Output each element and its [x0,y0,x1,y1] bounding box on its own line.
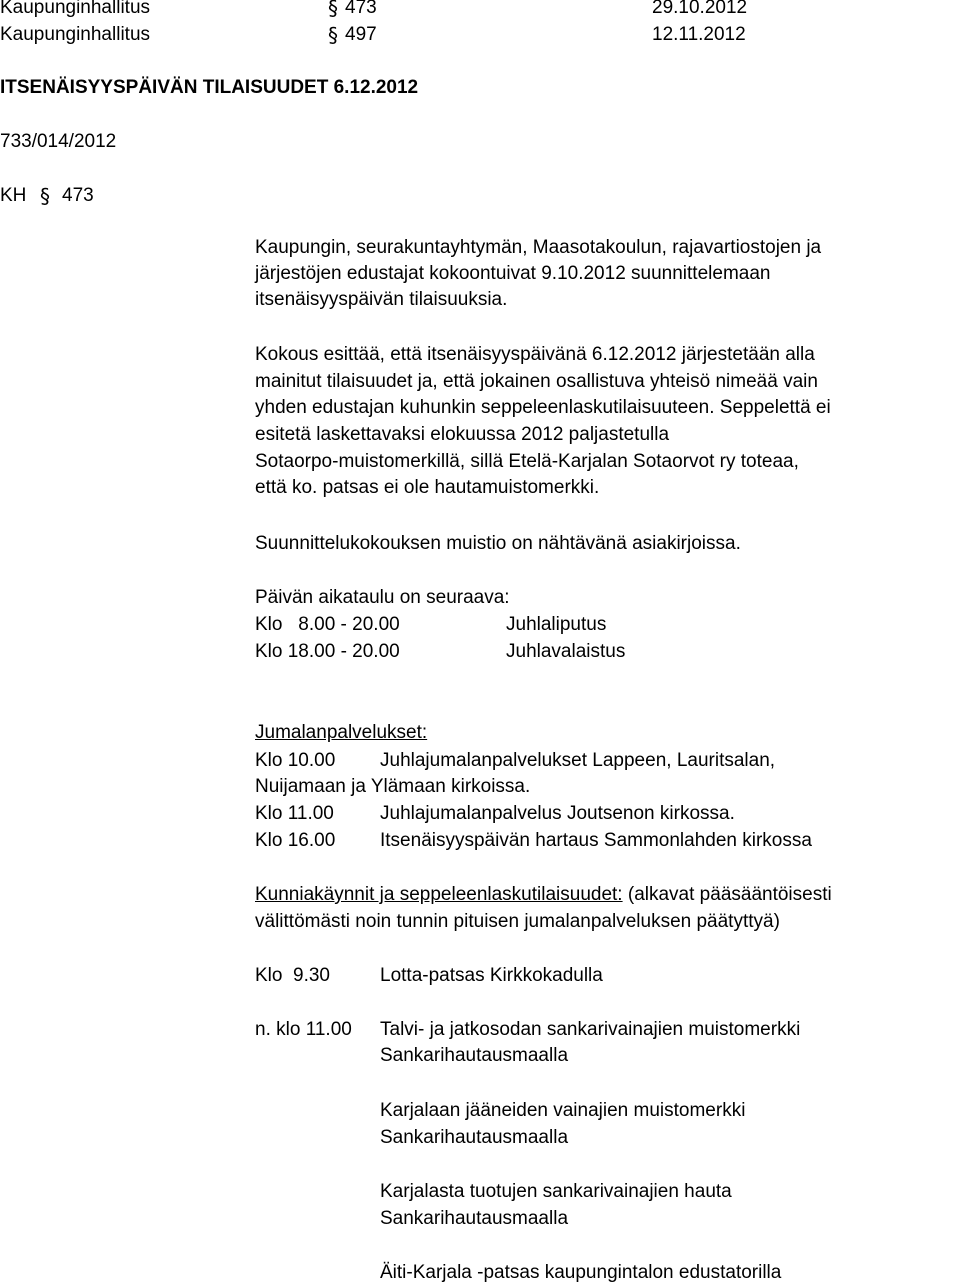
visit-place-4-line-2: Sankarihautausmaalla [380,1208,569,1229]
service-text-1: Juhlajumalanpalvelukset Lappeen, Lauritsalan, [380,750,776,771]
section-mark-1: § [328,0,338,20]
visit-place-4: Karjalasta tuotujen sankarivainajien hauta [380,1181,732,1202]
para2-line-6: että ko. patsas ei ole hautamuistomerkki. [255,477,600,498]
kh-section-mark: § [40,184,50,208]
para2-line-3: yhden edustajan kuhunkin seppeleenlaskutilaisuuteen. Seppelettä ei [255,397,831,418]
schedule-heading: Päivän aikataulu on seuraava: [255,587,510,608]
service-time-3: Klo 16.00 [255,830,336,851]
visits-heading: Kunniakäynnit ja seppeleenlaskutilaisuudet: [255,884,623,905]
visit-place-3-line-2: Sankarihautausmaalla [380,1127,569,1148]
schedule-time-2: Klo 18.00 - 20.00 [255,641,400,662]
schedule-event-1: Juhlaliputus [506,614,607,635]
visit-place-2: Talvi- ja jatkosodan sankarivainajien muistomerkki [380,1019,801,1040]
document-title: ITSENÄISYYSPÄIVÄN TILAISUUDET 6.12.2012 [0,77,419,98]
section-mark-2: § [328,23,338,47]
para2-line-4: esitetä laskettavaksi elokuussa 2012 paljastetulla [255,424,670,445]
header-number-2: 497 [345,24,377,45]
visit-time-2: n. klo 11.00 [255,1019,352,1040]
service-time-1: Klo 10.00 [255,750,336,771]
para2-line-1: Kokous esittää, että itsenäisyyspäivänä 6.12.2012 järjestetään alla [255,344,815,365]
diary-number: 733/014/2012 [0,131,117,152]
kh-ref-prefix: KH [0,185,27,206]
para1-line-2: järjestöjen edustajat kokoontuivat 9.10.2012 suunnittelemaan [255,263,771,284]
visits-intro-line-1 [255,884,832,906]
service-time-2: Klo 11.00 [255,803,334,824]
para2-line-5: Sotaorpo-muistomerkillä, sillä Etelä-Karjalan Sotaorvot ry toteaa, [255,451,799,472]
header-org-2: Kaupunginhallitus [0,24,151,45]
visit-time-1: Klo 9.30 [255,965,330,986]
kh-ref-number: 473 [62,185,94,206]
service-text-1-cont: Nuijamaan ja Ylämaan kirkoissa. [255,776,531,797]
header-date-2: 12.11.2012 [652,24,746,45]
para2-line-2: mainitut tilaisuudet ja, että jokainen osallistuva yhteisö nimeää vain [255,371,818,392]
header-number-1: 473 [345,0,377,18]
service-text-2: Juhlajumalanpalvelus Joutsenon kirkossa. [380,803,735,824]
para3: Suunnittelukokouksen muistio on nähtävänä asiakirjoissa. [255,533,741,554]
visits-intro-rest: (alkavat pääsääntöisesti [622,884,832,905]
header-org-1: Kaupunginhallitus [0,0,151,18]
visit-place-2-line-2: Sankarihautausmaalla [380,1045,569,1066]
para1-line-3: itsenäisyyspäivän tilaisuuksia. [255,289,508,310]
service-text-3: Itsenäisyyspäivän hartaus Sammonlahden kirkossa [380,830,812,851]
visit-place-1: Lotta-patsas Kirkkokadulla [380,965,603,986]
para1-line-1: Kaupungin, seurakuntayhtymän, Maasotakoulun, rajavartiostojen ja [255,237,822,258]
header-date-1: 29.10.2012 [652,0,748,18]
visits-intro-line-2: välittömästi noin tunnin pituisen jumalanpalveluksen päätyttyä) [255,911,780,932]
visit-place-3: Karjalaan jääneiden vainajien muistomerkki [380,1100,746,1121]
schedule-event-2: Juhlavalaistus [506,641,626,662]
visit-place-5: Äiti-Karjala -patsas kaupungintalon edustatorilla [380,1262,782,1283]
schedule-time-1: Klo 8.00 - 20.00 [255,614,400,635]
services-heading: Jumalanpalvelukset: [255,722,428,743]
